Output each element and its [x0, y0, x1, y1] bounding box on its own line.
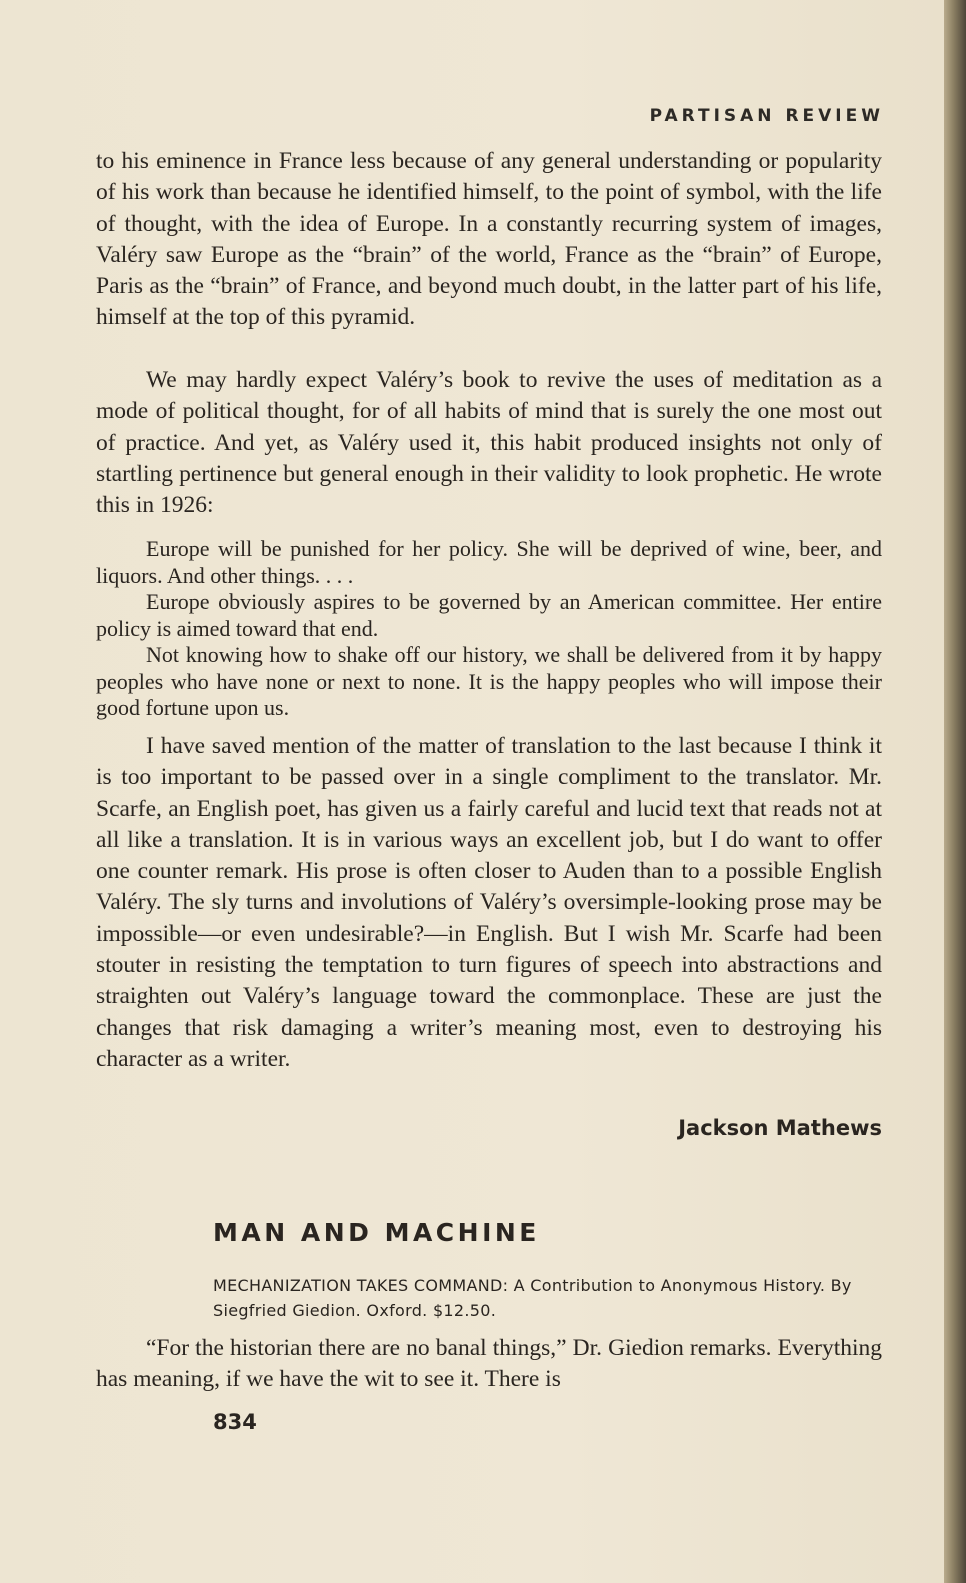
paragraph-text: I have saved mention of the matter of translation to the last because I think it is too important to be passed over in a single compliment to the translator. Mr. Scarfe, an English poet, has given us a fairly careful and lucid text that reads not at all like a translation. It is in various ways an excellent job, but I do want to offer one counter remark. His prose is often closer to Auden than to a possible English Valéry. The sly turns and involutions of Valéry’s oversimple-looking prose may be impossible—or even undesirable?—in English. But I wish Mr. Scarfe had been stouter in resisting the temptation to turn figures of speech into abstractions and straighten out Valéry’s language toward the commonplace. These are just the changes that risk damaging a writer’s meaning most, even to destroying his character as a writer.	[96, 733, 882, 1072]
paragraph-text: “For the historian there are no banal things,” Dr. Giedion remarks. Everything has meaning, if we have the wit to see it. There is	[96, 1335, 882, 1393]
paragraph-4	[96, 1333, 882, 1396]
quote-paragraph: Not knowing how to shake off our history, we shall be delivered from it by happy peoples who have none or next to none. It is the happy peoples who will impose their good fortune upon us.	[96, 642, 882, 720]
running-head: PARTISAN REVIEW	[649, 106, 884, 126]
block-quote	[96, 536, 882, 722]
author-signature: Jackson Mathews	[678, 1116, 882, 1140]
quote-paragraph: Europe obviously aspires to be governed by an American committee. Her entire policy is aimed toward that end.	[96, 589, 882, 641]
paragraph-1	[96, 146, 882, 334]
paragraph-3	[96, 731, 882, 1075]
book-gutter	[944, 0, 966, 1583]
paragraph-text: We may hardly expect Valéry’s book to revive the uses of meditation as a mode of political thought, for of all habits of mind that is surely the one most out of practice. And yet, as Valéry used it, this habit produced insights not only of startling pertinence but general enough in their validity to look prophetic. He wrote this in 1926:	[96, 367, 882, 519]
paragraph-text: to his eminence in France less because of any general understanding or popularity of his work than because he identified himself, to the point of symbol, with the life of thought, with the idea of Europe. In a constantly recurring system of images, Valéry saw Europe as the “brain” of the world, France as the “brain” of Europe, Paris as the “brain” of France, and beyond much doubt, in the latter part of his life, himself at the top of this pyramid.	[96, 148, 882, 331]
quote-paragraph: Europe will be punished for her policy. She will be deprived of wine, beer, and liquors. And other things. . . .	[96, 536, 882, 588]
paragraph-2	[96, 365, 882, 521]
section-title: MAN AND MACHINE	[213, 1218, 540, 1247]
bibliographic-entry: MECHANIZATION TAKES COMMAND: A Contribution to Anonymous History. By Siegfried Giedion. Oxford. $12.50.	[213, 1276, 852, 1320]
page-number: 834	[213, 1410, 257, 1434]
